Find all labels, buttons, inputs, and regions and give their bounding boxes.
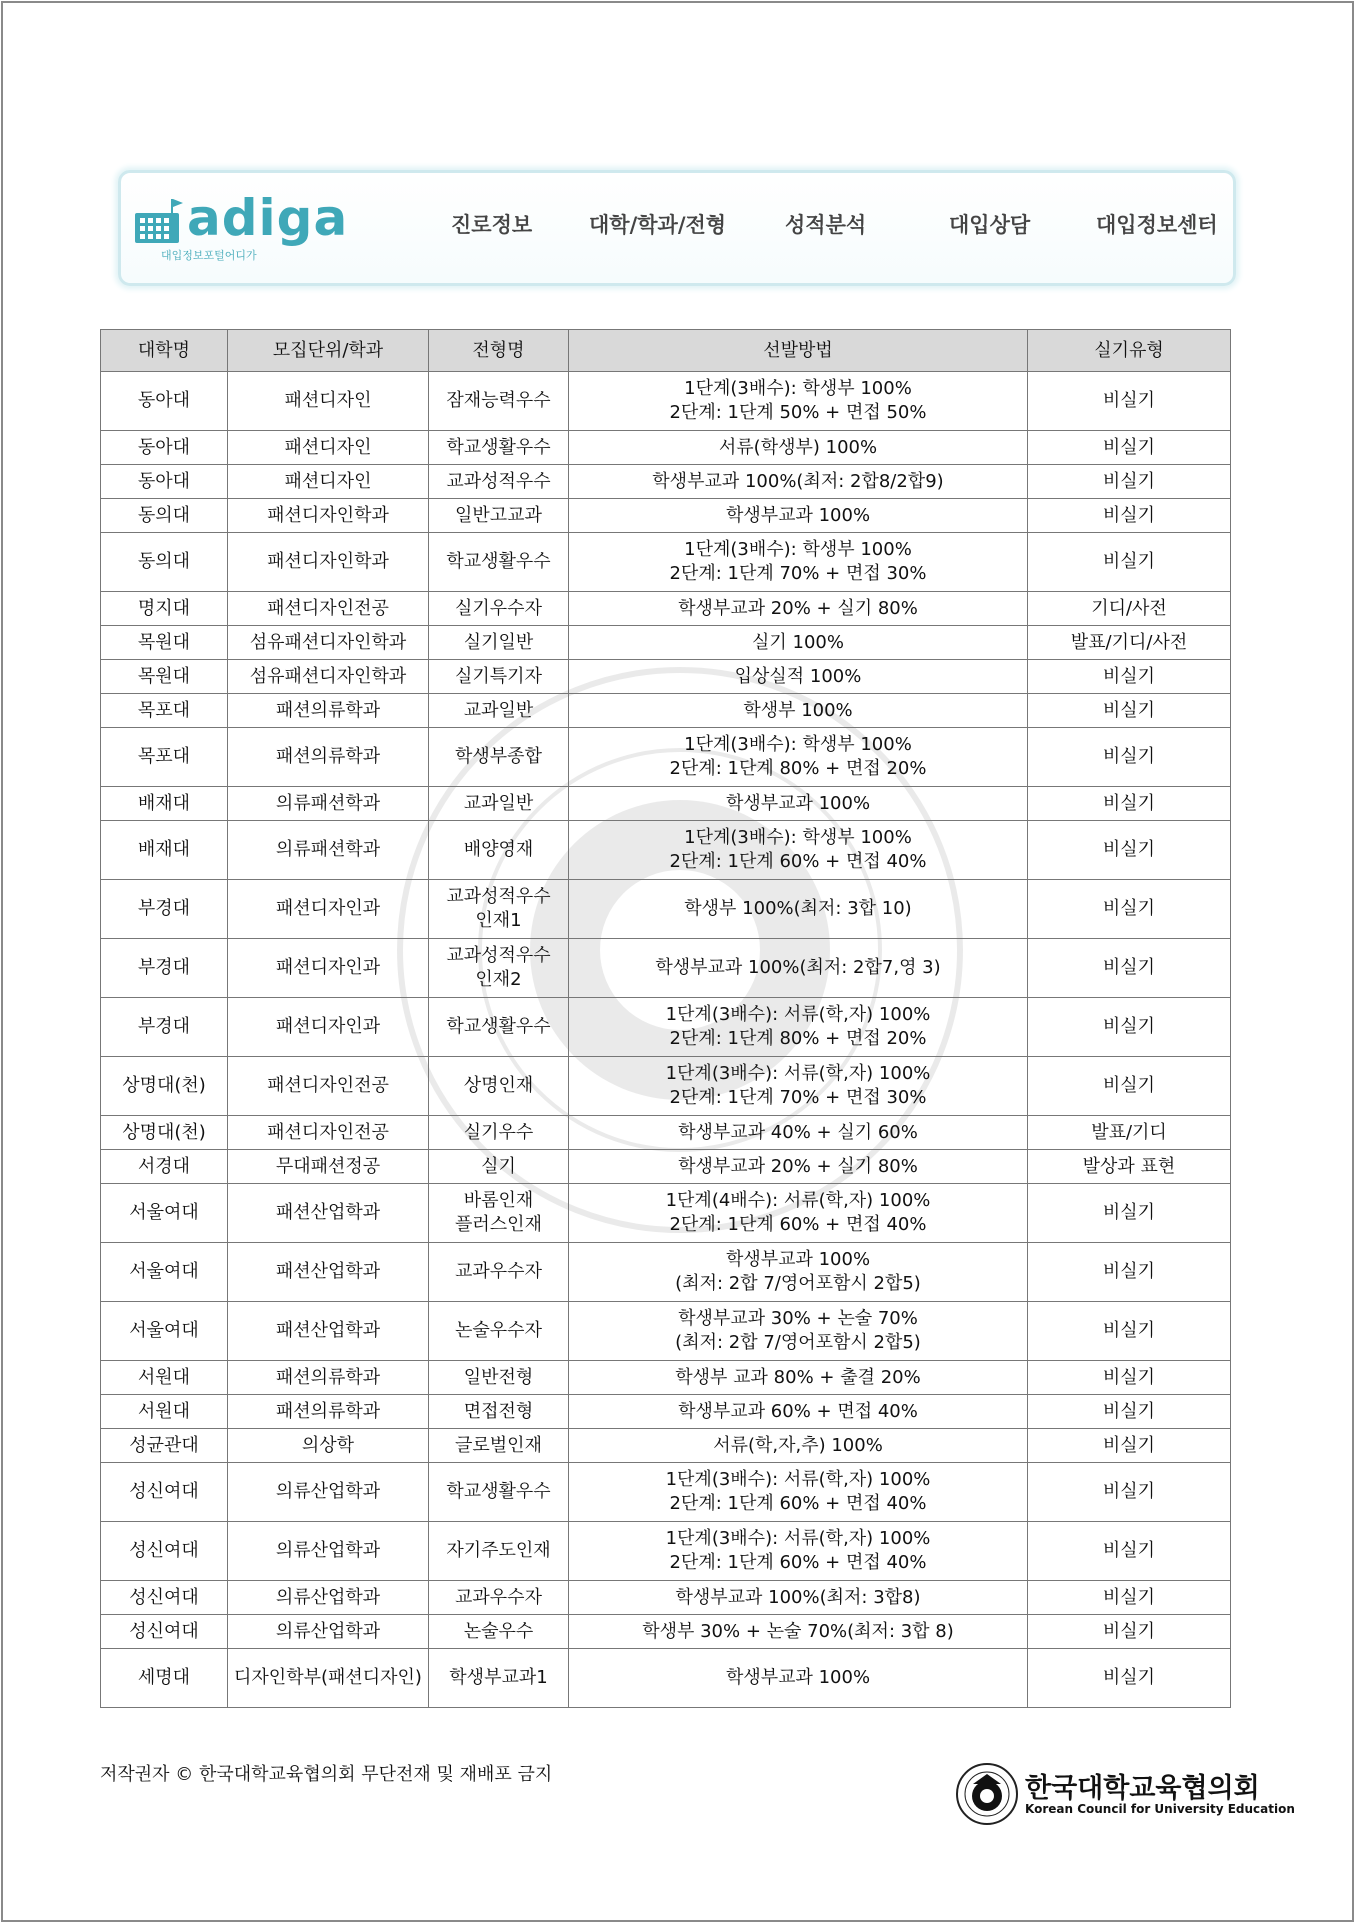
cell-department: 패션디자인과 bbox=[228, 880, 429, 939]
selection-method-line: 1단계(3배수): 학생부 100% bbox=[684, 539, 912, 560]
cell-practical-type: 기디/사전 bbox=[1028, 592, 1231, 626]
cell-selection-method bbox=[569, 626, 1028, 660]
cell-department: 패션디자인전공 bbox=[228, 1116, 429, 1150]
cell-selection-method bbox=[569, 1116, 1028, 1150]
cell-selection-method bbox=[569, 998, 1028, 1057]
table-row bbox=[101, 1615, 1231, 1649]
cell-admission-type bbox=[429, 939, 569, 998]
table-row bbox=[101, 998, 1231, 1057]
cell-department: 의류산업학과 bbox=[228, 1522, 429, 1581]
cell-department: 의류산업학과 bbox=[228, 1463, 429, 1522]
selection-method-line: 학생부교과 100%(최저: 2합8/2합9) bbox=[652, 470, 944, 492]
admission-table bbox=[100, 329, 1231, 1708]
nav-career-info[interactable]: 진로정보 bbox=[451, 213, 533, 237]
cell-practical-type: 발표/기디/사전 bbox=[1028, 626, 1231, 660]
selection-method-line: 1단계(3배수): 서류(학,자) 100% bbox=[665, 1469, 931, 1490]
col-header-selection-method: 선발방법 bbox=[569, 330, 1028, 372]
selection-method-line: 학생부 100%(최저: 3합 10) bbox=[684, 898, 912, 919]
cell-practical-type: 비실기 bbox=[1028, 821, 1231, 880]
cell-university: 부경대 bbox=[101, 998, 228, 1057]
cell-practical-type: 비실기 bbox=[1028, 1184, 1231, 1243]
selection-method-line: 학생부교과 100% bbox=[725, 1249, 871, 1270]
table-row bbox=[101, 1361, 1231, 1395]
table-row bbox=[101, 660, 1231, 694]
nav-admission-counsel[interactable]: 대입상담 bbox=[949, 213, 1031, 237]
selection-method-line: 2단계: 1단계 80% + 면접 20% bbox=[669, 1028, 927, 1049]
cell-selection-method bbox=[569, 728, 1028, 787]
cell-practical-type: 비실기 bbox=[1028, 372, 1231, 431]
selection-method-line: 2단계: 1단계 70% + 면접 30% bbox=[669, 563, 927, 584]
cell-admission-type bbox=[429, 626, 569, 660]
cell-department: 패션산업학과 bbox=[228, 1184, 429, 1243]
cell-admission-type bbox=[429, 1522, 569, 1581]
cell-admission-type bbox=[429, 465, 569, 499]
selection-method-line: 학생부교과 100% bbox=[725, 504, 871, 526]
cell-practical-type: 비실기 bbox=[1028, 499, 1231, 533]
cell-practical-type: 비실기 bbox=[1028, 998, 1231, 1057]
cell-selection-method bbox=[569, 1184, 1028, 1243]
table-row bbox=[101, 1243, 1231, 1302]
admission-type-line: 학교생활우수 bbox=[446, 1481, 551, 1502]
cell-selection-method bbox=[569, 1150, 1028, 1184]
cell-practical-type: 비실기 bbox=[1028, 880, 1231, 939]
logo-wordmark: adiga bbox=[187, 189, 349, 247]
cell-practical-type: 발표/기디 bbox=[1028, 1116, 1231, 1150]
cell-university: 상명대(천) bbox=[101, 1057, 228, 1116]
cell-university: 성신여대 bbox=[101, 1522, 228, 1581]
cell-department: 패션의류학과 bbox=[228, 728, 429, 787]
selection-method-line: 1단계(3배수): 학생부 100% bbox=[684, 827, 912, 848]
cell-selection-method bbox=[569, 431, 1028, 465]
selection-method-line: 학생부교과 60% + 면접 40% bbox=[678, 1400, 918, 1422]
cell-university: 서원대 bbox=[101, 1361, 228, 1395]
cell-department: 무대패션정공 bbox=[228, 1150, 429, 1184]
logo-subtitle: 대입정보포털어디가 bbox=[161, 249, 257, 262]
cell-department: 의류패션학과 bbox=[228, 821, 429, 880]
admission-type-line: 실기일반 bbox=[463, 631, 534, 653]
cell-selection-method bbox=[569, 1429, 1028, 1463]
selection-method-line: (최저: 2합 7/영어포함시 2합5) bbox=[675, 1273, 921, 1294]
table-row bbox=[101, 728, 1231, 787]
cell-university: 목원대 bbox=[101, 626, 228, 660]
main-nav bbox=[121, 209, 1233, 243]
cell-selection-method bbox=[569, 1581, 1028, 1615]
cell-university: 배재대 bbox=[101, 787, 228, 821]
cell-selection-method bbox=[569, 372, 1028, 431]
cell-department: 패션의류학과 bbox=[228, 694, 429, 728]
cell-practical-type: 비실기 bbox=[1028, 787, 1231, 821]
nav-grade-analysis[interactable]: 성적분석 bbox=[785, 213, 867, 237]
selection-method-line: 2단계: 1단계 80% + 면접 20% bbox=[669, 758, 927, 779]
cell-university: 세명대 bbox=[101, 1649, 228, 1708]
cell-practical-type: 비실기 bbox=[1028, 533, 1231, 592]
cell-selection-method bbox=[569, 533, 1028, 592]
cell-practical-type: 비실기 bbox=[1028, 1361, 1231, 1395]
cell-selection-method bbox=[569, 787, 1028, 821]
selection-method-line: 2단계: 1단계 50% + 면접 50% bbox=[669, 402, 927, 423]
cell-admission-type bbox=[429, 1649, 569, 1708]
cell-practical-type: 비실기 bbox=[1028, 1615, 1231, 1649]
cell-university: 목원대 bbox=[101, 660, 228, 694]
cell-department: 패션디자인과 bbox=[228, 998, 429, 1057]
cell-practical-type: 비실기 bbox=[1028, 1463, 1231, 1522]
cell-university: 목포대 bbox=[101, 694, 228, 728]
cell-practical-type: 비실기 bbox=[1028, 1522, 1231, 1581]
selection-method-line: 1단계(3배수): 학생부 100% bbox=[684, 734, 912, 755]
table-row bbox=[101, 465, 1231, 499]
cell-department: 패션디자인 bbox=[228, 431, 429, 465]
admission-type-line: 인재2 bbox=[475, 969, 522, 990]
cell-university: 동아대 bbox=[101, 372, 228, 431]
cell-admission-type bbox=[429, 1243, 569, 1302]
table-row bbox=[101, 372, 1231, 431]
admission-type-line: 학교생활우수 bbox=[446, 551, 551, 572]
admission-type-line: 학교생활우수 bbox=[446, 1016, 551, 1037]
cell-selection-method bbox=[569, 939, 1028, 998]
table-row bbox=[101, 1057, 1231, 1116]
copyright-notice: 저작권자 © 한국대학교육협의회 무단전재 및 재배포 금지 bbox=[100, 1764, 553, 1785]
cell-admission-type bbox=[429, 1361, 569, 1395]
cell-selection-method bbox=[569, 465, 1028, 499]
cell-university: 서울여대 bbox=[101, 1184, 228, 1243]
nav-admission-info-center[interactable]: 대입정보센터 bbox=[1096, 213, 1218, 237]
admission-type-line: 교과일반 bbox=[463, 792, 534, 814]
cell-department: 패션산업학과 bbox=[228, 1302, 429, 1361]
admission-type-line: 상명인재 bbox=[463, 1075, 534, 1096]
col-header-university: 대학명 bbox=[101, 330, 228, 372]
cell-practical-type: 비실기 bbox=[1028, 1057, 1231, 1116]
cell-admission-type bbox=[429, 660, 569, 694]
table-row bbox=[101, 1522, 1231, 1581]
admission-type-line: 실기우수 bbox=[463, 1121, 534, 1143]
table-row bbox=[101, 1581, 1231, 1615]
cell-department: 의류산업학과 bbox=[228, 1615, 429, 1649]
admission-type-line: 논술우수 bbox=[463, 1620, 534, 1642]
selection-method-line: 1단계(3배수): 서류(학,자) 100% bbox=[665, 1063, 931, 1084]
cell-department: 패션디자인전공 bbox=[228, 1057, 429, 1116]
cell-selection-method bbox=[569, 1057, 1028, 1116]
cell-university: 부경대 bbox=[101, 939, 228, 998]
cell-practical-type: 비실기 bbox=[1028, 728, 1231, 787]
selection-method-line: 학생부교과 100% bbox=[725, 1667, 871, 1688]
cell-selection-method bbox=[569, 1649, 1028, 1708]
cell-practical-type: 비실기 bbox=[1028, 431, 1231, 465]
cell-admission-type bbox=[429, 1302, 569, 1361]
admission-type-line: 교과우수자 bbox=[455, 1261, 542, 1282]
table-row bbox=[101, 939, 1231, 998]
cell-department: 패션디자인학과 bbox=[228, 499, 429, 533]
cell-practical-type: 비실기 bbox=[1028, 694, 1231, 728]
header-banner bbox=[118, 170, 1236, 286]
table-row bbox=[101, 626, 1231, 660]
cell-university: 성신여대 bbox=[101, 1463, 228, 1522]
selection-method-line: 2단계: 1단계 60% + 면접 40% bbox=[669, 851, 927, 872]
selection-method-line: 1단계(3배수): 학생부 100% bbox=[684, 378, 912, 399]
cell-university: 동아대 bbox=[101, 431, 228, 465]
col-header-department: 모집단위/학과 bbox=[228, 330, 429, 372]
cell-admission-type bbox=[429, 1116, 569, 1150]
selection-method-line: 2단계: 1단계 60% + 면접 40% bbox=[669, 1214, 927, 1235]
selection-method-line: 1단계(4배수): 서류(학,자) 100% bbox=[665, 1190, 931, 1211]
cell-university: 부경대 bbox=[101, 880, 228, 939]
admission-type-line: 교과우수자 bbox=[455, 1586, 542, 1608]
table-row bbox=[101, 1184, 1231, 1243]
cell-department: 의상학 bbox=[228, 1429, 429, 1463]
cell-selection-method bbox=[569, 660, 1028, 694]
selection-method-line: 학생부교과 100%(최저: 3합8) bbox=[675, 1586, 921, 1608]
selection-method-line: 서류(학생부) 100% bbox=[718, 436, 878, 458]
admission-type-line: 학교생활우수 bbox=[446, 436, 551, 458]
cell-admission-type bbox=[429, 1615, 569, 1649]
cell-department: 의류산업학과 bbox=[228, 1581, 429, 1615]
cell-admission-type bbox=[429, 880, 569, 939]
table-row bbox=[101, 1649, 1231, 1708]
table-row bbox=[101, 431, 1231, 465]
cell-university: 동의대 bbox=[101, 533, 228, 592]
cell-university: 명지대 bbox=[101, 592, 228, 626]
cell-practical-type: 비실기 bbox=[1028, 1581, 1231, 1615]
cell-practical-type: 비실기 bbox=[1028, 660, 1231, 694]
admission-type-line: 플러스인재 bbox=[455, 1214, 542, 1235]
cell-university: 동아대 bbox=[101, 465, 228, 499]
selection-method-line: 2단계: 1단계 70% + 면접 30% bbox=[669, 1087, 927, 1108]
col-header-admission-type: 전형명 bbox=[429, 330, 569, 372]
table-row bbox=[101, 1150, 1231, 1184]
cell-department: 섬유패션디자인학과 bbox=[228, 626, 429, 660]
admission-type-line: 바롬인재 bbox=[463, 1190, 534, 1211]
cell-admission-type bbox=[429, 787, 569, 821]
table-row bbox=[101, 1429, 1231, 1463]
cell-admission-type bbox=[429, 1184, 569, 1243]
selection-method-line: 2단계: 1단계 60% + 면접 40% bbox=[669, 1493, 927, 1514]
cell-university: 서울여대 bbox=[101, 1302, 228, 1361]
cell-admission-type bbox=[429, 533, 569, 592]
nav-univ-dept-admission[interactable]: 대학/학과/전형 bbox=[589, 213, 727, 237]
cell-admission-type bbox=[429, 694, 569, 728]
cell-selection-method bbox=[569, 1463, 1028, 1522]
cell-practical-type: 비실기 bbox=[1028, 1302, 1231, 1361]
kcue-seal-icon bbox=[955, 1762, 1019, 1826]
cell-department: 패션의류학과 bbox=[228, 1395, 429, 1429]
cell-selection-method bbox=[569, 880, 1028, 939]
table-row bbox=[101, 1463, 1231, 1522]
admission-type-line: 실기특기자 bbox=[455, 665, 542, 687]
cell-university: 성신여대 bbox=[101, 1581, 228, 1615]
selection-method-line: 1단계(3배수): 서류(학,자) 100% bbox=[665, 1528, 931, 1549]
cell-practical-type: 비실기 bbox=[1028, 1395, 1231, 1429]
cell-selection-method bbox=[569, 694, 1028, 728]
table-row bbox=[101, 592, 1231, 626]
admission-type-line: 일반전형 bbox=[463, 1366, 534, 1388]
cell-university: 서울여대 bbox=[101, 1243, 228, 1302]
cell-university: 목포대 bbox=[101, 728, 228, 787]
selection-method-line: 학생부교과 100%(최저: 2합7,영 3) bbox=[655, 957, 941, 978]
cell-department: 패션의류학과 bbox=[228, 1361, 429, 1395]
table-header-row bbox=[101, 330, 1231, 372]
table-row bbox=[101, 1302, 1231, 1361]
cell-admission-type bbox=[429, 1463, 569, 1522]
table-row bbox=[101, 1395, 1231, 1429]
cell-admission-type bbox=[429, 1150, 569, 1184]
cell-admission-type bbox=[429, 728, 569, 787]
cell-selection-method bbox=[569, 1522, 1028, 1581]
cell-admission-type bbox=[429, 998, 569, 1057]
table-row bbox=[101, 1116, 1231, 1150]
cell-practical-type: 비실기 bbox=[1028, 1243, 1231, 1302]
table-row bbox=[101, 533, 1231, 592]
admission-type-line: 실기우수자 bbox=[455, 597, 542, 619]
admission-type-line: 인재1 bbox=[475, 910, 522, 931]
admission-type-line: 자기주도인재 bbox=[446, 1540, 551, 1561]
selection-method-line: 학생부교과 30% + 논술 70% bbox=[678, 1308, 918, 1329]
cell-practical-type: 비실기 bbox=[1028, 465, 1231, 499]
kcue-name-korean: 한국대학교육협의회 bbox=[1025, 1773, 1260, 1804]
cell-department: 의류패션학과 bbox=[228, 787, 429, 821]
cell-selection-method bbox=[569, 1302, 1028, 1361]
admission-type-line: 실기 bbox=[481, 1155, 516, 1177]
col-header-practical-type: 실기유형 bbox=[1028, 330, 1231, 372]
kcue-logo bbox=[953, 1760, 1295, 1830]
cell-admission-type bbox=[429, 499, 569, 533]
selection-method-line: 2단계: 1단계 60% + 면접 40% bbox=[669, 1552, 927, 1573]
cell-admission-type bbox=[429, 431, 569, 465]
table-body bbox=[101, 372, 1231, 1708]
cell-selection-method bbox=[569, 1395, 1028, 1429]
selection-method-line: 학생부교과 40% + 실기 60% bbox=[678, 1121, 918, 1143]
admission-type-line: 교과성적우수 bbox=[446, 886, 551, 907]
cell-university: 배재대 bbox=[101, 821, 228, 880]
admission-type-line: 배양영재 bbox=[463, 839, 534, 860]
selection-method-line: 1단계(3배수): 서류(학,자) 100% bbox=[665, 1004, 931, 1025]
cell-selection-method bbox=[569, 1243, 1028, 1302]
cell-admission-type bbox=[429, 821, 569, 880]
admission-type-line: 학생부교과1 bbox=[449, 1667, 548, 1688]
admission-type-line: 일반고교과 bbox=[455, 504, 542, 526]
table-row bbox=[101, 787, 1231, 821]
cell-selection-method bbox=[569, 592, 1028, 626]
selection-method-line: 학생부 30% + 논술 70%(최저: 3합 8) bbox=[642, 1620, 954, 1642]
kcue-name-english: Korean Council for University Education bbox=[1025, 1802, 1295, 1816]
cell-university: 성균관대 bbox=[101, 1429, 228, 1463]
cell-practical-type: 비실기 bbox=[1028, 1649, 1231, 1708]
selection-method-line: 학생부교과 20% + 실기 80% bbox=[678, 597, 918, 619]
selection-method-line: 학생부 교과 80% + 출결 20% bbox=[675, 1366, 921, 1388]
table-row bbox=[101, 499, 1231, 533]
admission-type-line: 교과성적우수 bbox=[446, 470, 551, 492]
cell-admission-type bbox=[429, 1581, 569, 1615]
selection-method-line: 서류(학,자,추) 100% bbox=[713, 1434, 883, 1456]
cell-admission-type bbox=[429, 1057, 569, 1116]
cell-selection-method bbox=[569, 821, 1028, 880]
cell-department: 디자인학부(패션디자인) bbox=[228, 1649, 429, 1708]
admission-type-line: 면접전형 bbox=[463, 1400, 534, 1422]
selection-method-line: 학생부교과 100% bbox=[725, 792, 871, 814]
cell-department: 패션디자인 bbox=[228, 372, 429, 431]
cell-department: 패션디자인전공 bbox=[228, 592, 429, 626]
cell-department: 패션디자인 bbox=[228, 465, 429, 499]
admission-type-line: 논술우수자 bbox=[455, 1320, 542, 1341]
admission-type-line: 교과일반 bbox=[463, 699, 534, 721]
cell-university: 성신여대 bbox=[101, 1615, 228, 1649]
admission-type-line: 잠재능력우수 bbox=[446, 390, 551, 411]
selection-method-line: 실기 100% bbox=[752, 631, 844, 653]
table-row bbox=[101, 821, 1231, 880]
cell-admission-type bbox=[429, 372, 569, 431]
selection-method-line: 학생부 100% bbox=[743, 699, 853, 721]
cell-admission-type bbox=[429, 592, 569, 626]
cell-practical-type: 비실기 bbox=[1028, 939, 1231, 998]
selection-method-line: 학생부교과 20% + 실기 80% bbox=[678, 1155, 918, 1177]
cell-department: 패션디자인과 bbox=[228, 939, 429, 998]
cell-selection-method bbox=[569, 1361, 1028, 1395]
selection-method-line: 입상실적 100% bbox=[734, 665, 862, 687]
cell-university: 상명대(천) bbox=[101, 1116, 228, 1150]
selection-method-line: (최저: 2합 7/영어포함시 2합5) bbox=[675, 1332, 921, 1353]
table-row bbox=[101, 880, 1231, 939]
admission-type-line: 교과성적우수 bbox=[446, 945, 551, 966]
cell-practical-type: 발상과 표현 bbox=[1028, 1150, 1231, 1184]
cell-selection-method bbox=[569, 1615, 1028, 1649]
cell-practical-type: 비실기 bbox=[1028, 1429, 1231, 1463]
admission-type-line: 글로벌인재 bbox=[455, 1434, 542, 1456]
cell-university: 서원대 bbox=[101, 1395, 228, 1429]
cell-department: 패션산업학과 bbox=[228, 1243, 429, 1302]
cell-admission-type bbox=[429, 1429, 569, 1463]
cell-selection-method bbox=[569, 499, 1028, 533]
cell-university: 서경대 bbox=[101, 1150, 228, 1184]
table-row bbox=[101, 694, 1231, 728]
admission-type-line: 학생부종합 bbox=[455, 746, 542, 767]
cell-university: 동의대 bbox=[101, 499, 228, 533]
cell-admission-type bbox=[429, 1395, 569, 1429]
cell-department: 패션디자인학과 bbox=[228, 533, 429, 592]
cell-department: 섬유패션디자인학과 bbox=[228, 660, 429, 694]
